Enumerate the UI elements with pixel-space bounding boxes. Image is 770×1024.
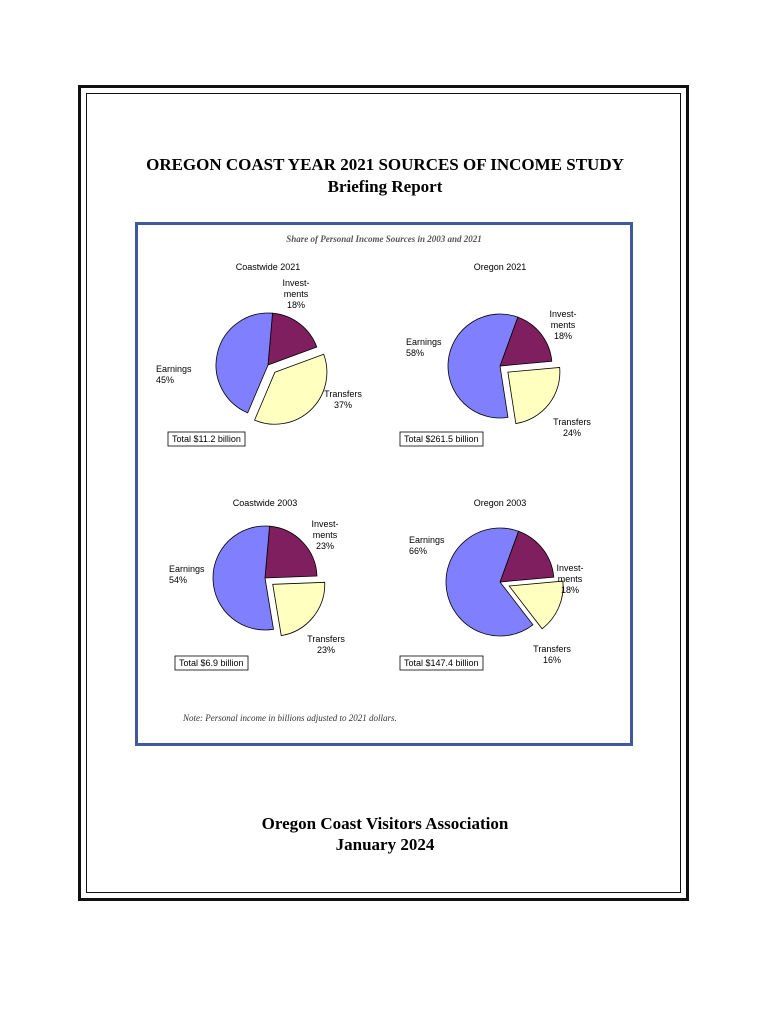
slice-label-transfers: Transfers 24% (553, 417, 591, 438)
report-subtitle: Briefing Report (327, 177, 443, 196)
slice-label-earnings: Earnings 66% (409, 535, 445, 556)
pie-title: Coastwide 2003 (232, 498, 298, 508)
svg-text:Total $11.2 billion: Total $11.2 billion (172, 434, 241, 444)
organization-name: Oregon Coast Visitors Association (261, 814, 509, 833)
pie-slice-investments (268, 313, 317, 365)
pie-title: Oregon 2021 (473, 262, 527, 272)
pie-charts-figure (138, 225, 630, 743)
slice-label-earnings: Earnings 45% (156, 364, 192, 385)
slice-label-investments: Invest-ments 18% (556, 563, 584, 595)
svg-text:Total $6.9 billion: Total $6.9 billion (179, 658, 244, 668)
svg-text:Total $147.4 billion: Total $147.4 billion (404, 658, 479, 668)
report-title: OREGON COAST YEAR 2021 SOURCES OF INCOME STUDY (146, 155, 624, 174)
slice-label-transfers: Transfers 37% (324, 389, 362, 410)
pie-title: Oregon 2003 (473, 498, 527, 508)
chart-panel (135, 222, 633, 746)
total-label (168, 432, 245, 446)
pie-chart-coastwide-2003 (169, 498, 345, 670)
slice-label-earnings: Earnings 54% (169, 564, 205, 585)
total-label (400, 432, 483, 446)
slice-label-investments: Invest-ments 18% (549, 309, 577, 341)
pie-title: Coastwide 2021 (235, 262, 301, 272)
pie-chart-oregon-2021 (400, 262, 591, 446)
pie-slice-transfers (273, 582, 325, 635)
report-date: January 2024 (335, 835, 435, 854)
figure-title: Share of Personal Income Sources in 2003 and 2021 (286, 234, 482, 244)
pie-slice-earnings (448, 314, 518, 418)
svg-text:Total $261.5 billion: Total $261.5 billion (404, 434, 479, 444)
slice-label-earnings: Earnings 58% (406, 337, 442, 358)
total-label (400, 656, 483, 670)
slice-label-investments: Invest-ments 23% (311, 519, 339, 551)
pie-slice-earnings (213, 526, 273, 630)
figure-note: Note: Personal income in billions adjusted to 2021 dollars. (183, 713, 397, 723)
pie-slice-transfers (508, 367, 560, 423)
total-label (175, 656, 248, 670)
pie-slice-investments (265, 526, 317, 578)
slice-label-investments: Invest-ments 18% (282, 278, 310, 310)
pie-chart-oregon-2003 (400, 498, 584, 670)
pie-chart-coastwide-2021 (156, 262, 362, 446)
slice-label-transfers: Transfers 23% (307, 634, 345, 655)
slice-label-transfers: Transfers 16% (533, 644, 571, 665)
